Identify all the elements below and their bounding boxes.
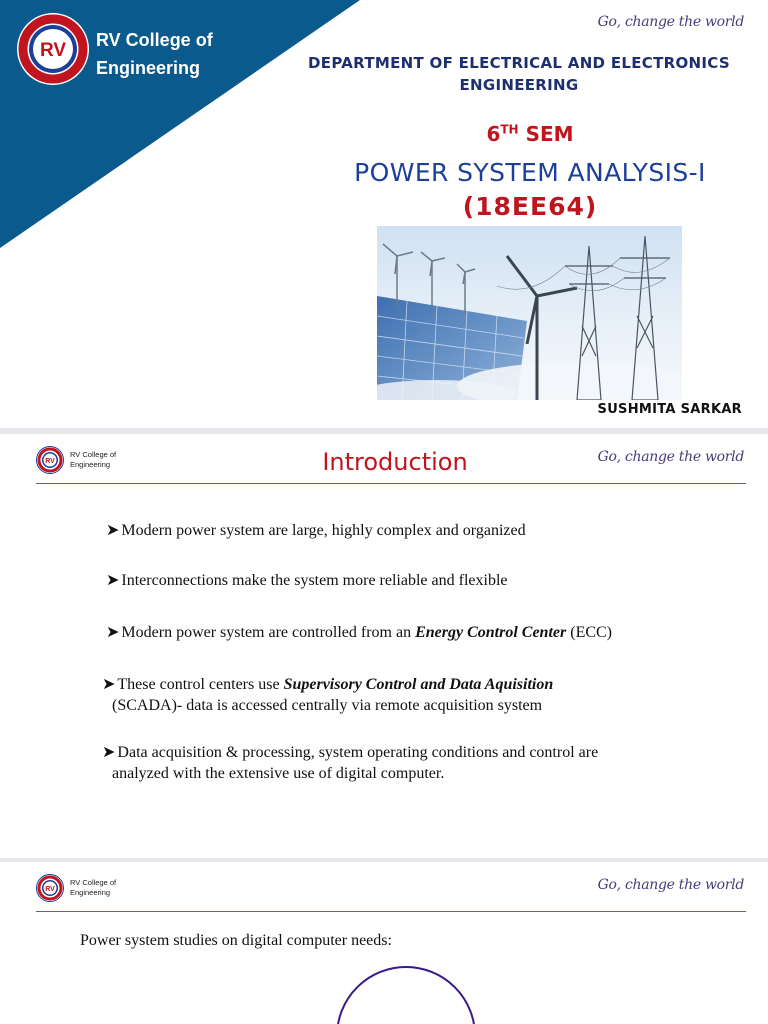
semester-label <box>330 122 730 146</box>
department-line1: DEPARTMENT OF ELECTRICAL AND ELECTRONICS <box>308 54 730 72</box>
bullet-text-pre: Modern power system are controlled from an <box>121 624 416 641</box>
bullet-text-post: (ECC) <box>566 624 613 641</box>
bullet-text-emphasis: Energy Control Center <box>415 624 567 641</box>
svg-text:RV: RV <box>45 886 55 893</box>
course-code: (18EE64) <box>462 192 598 221</box>
slide-body-text: Power system studies on digital computer needs: <box>80 932 392 949</box>
tagline: Go, change the world <box>597 14 744 30</box>
college-name-line2: Engineering <box>96 58 201 78</box>
college-name-line1: RV College of <box>70 878 117 887</box>
bullet-text-continuation: analyzed with the extensive use of digital computer. <box>112 765 445 782</box>
college-name-line1: RV College of <box>70 450 117 459</box>
semester-word: SEM <box>525 122 574 146</box>
bullet-text: Interconnections make the system more reliable and flexible <box>121 572 508 589</box>
bullet-item <box>102 674 662 716</box>
college-name-line1: RV College of <box>96 30 213 50</box>
bullet-item <box>102 742 662 784</box>
semester-suffix: TH <box>500 122 519 137</box>
semester-number: 6 <box>486 122 501 146</box>
arrowhead-bullet-icon: ➤ <box>106 572 120 589</box>
bullet-text-continuation: (SCADA)- data is accessed centrally via remote acquisition system <box>112 697 543 714</box>
bullet-item <box>106 570 662 591</box>
svg-text:RV: RV <box>39 40 67 61</box>
bullet-text: Modern power system are large, highly complex and organized <box>121 522 526 539</box>
rv-college-logo-icon <box>36 446 64 474</box>
bullet-text-pre: These control centers use <box>117 676 284 693</box>
header-divider <box>36 911 746 912</box>
title-slide <box>0 0 768 428</box>
bullet-item <box>106 520 662 541</box>
power-grid-photo <box>377 226 682 400</box>
svg-text:RV: RV <box>45 458 55 465</box>
slide-header <box>0 434 768 494</box>
slide-header <box>0 862 768 922</box>
arrowhead-bullet-icon: ➤ <box>102 676 116 693</box>
college-name-small <box>70 878 116 898</box>
rv-college-logo-icon <box>36 874 64 902</box>
header-divider <box>36 483 746 484</box>
arrowhead-bullet-icon: ➤ <box>102 744 116 761</box>
college-name-line2: Engineering <box>70 888 111 897</box>
bullet-item <box>106 622 662 643</box>
college-name-line2: Engineering <box>70 460 111 469</box>
department-line2: ENGINEERING <box>459 76 579 94</box>
tagline: Go, change the world <box>597 449 744 465</box>
diagram-circle <box>336 966 476 1024</box>
bullet-text-emphasis: Supervisory Control and Data Aquisition <box>283 676 554 693</box>
tagline: Go, change the world <box>597 877 744 893</box>
department-name <box>296 52 742 96</box>
slide-title: Introduction <box>322 448 468 476</box>
bullet-text: Data acquisition & processing, system operating conditions and control are <box>117 744 599 761</box>
college-name-small <box>70 450 116 470</box>
course-title: POWER SYSTEM ANALYSIS-I <box>354 158 706 187</box>
rv-college-logo-icon <box>16 12 90 86</box>
arrowhead-bullet-icon: ➤ <box>106 522 120 539</box>
arrowhead-bullet-icon: ➤ <box>106 624 120 641</box>
author-name: SUSHMITA SARKAR <box>597 402 742 417</box>
college-name <box>96 26 213 82</box>
